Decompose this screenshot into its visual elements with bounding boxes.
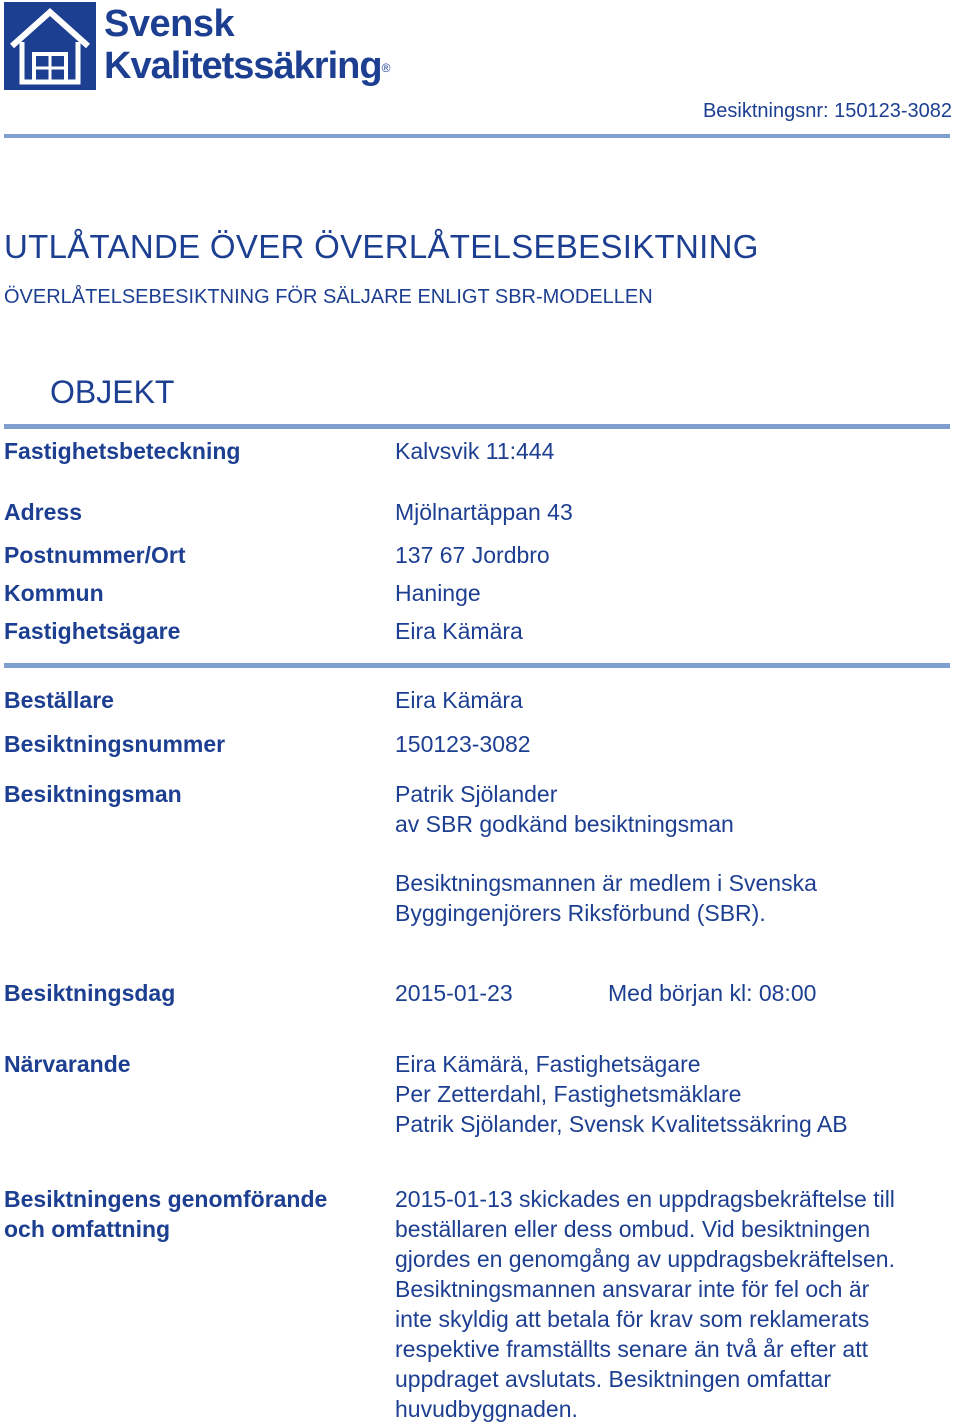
client-label: Beställare [4, 687, 114, 713]
municipality-value: Haninge [395, 580, 481, 606]
execution-text-line: inte skyldig att betala för krav som reklamerats [395, 1306, 870, 1332]
execution-text-line: Besiktningsmannen ansvarar inte för fel och är [395, 1276, 870, 1302]
execution-text-line: beställaren eller dess ombud. Vid besiktningen [395, 1216, 871, 1242]
header-divider [4, 134, 950, 138]
execution-label-line2: och omfattning [4, 1216, 171, 1242]
section-title-objekt: OBJEKT [50, 374, 175, 410]
inspector-name: Patrik Sjölander [395, 781, 558, 807]
municipality-label: Kommun [4, 580, 104, 606]
present-label: Närvarande [4, 1051, 131, 1077]
owner-label: Fastighetsägare [4, 618, 181, 644]
brand-name-line1: Svensk [104, 3, 235, 45]
execution-text-line: uppdraget avslutats. Besiktningen omfattar [395, 1366, 831, 1392]
present-person: Eira Kämärä, Fastighetsägare [395, 1051, 701, 1077]
postal-value: 137 67 Jordbro [395, 542, 550, 568]
document-subtitle: ÖVERLÅTELSEBESIKTNING FÖR SÄLJARE ENLIGT SBR-MODELLEN [4, 286, 653, 308]
designation-label: Fastighetsbeteckning [4, 438, 241, 464]
registered-mark: ® [381, 61, 390, 75]
house-logo-icon [4, 2, 96, 90]
inspection-number-value: 150123-3082 [395, 731, 531, 757]
inspection-start-time: Med början kl: 08:00 [608, 980, 817, 1006]
inspector-label: Besiktningsman [4, 781, 182, 807]
inspection-number-label: Besiktningsnummer [4, 731, 226, 757]
inspector-approval: av SBR godkänd besiktningsman [395, 811, 734, 837]
owner-value: Eira Kämära [395, 618, 523, 644]
present-person: Patrik Sjölander, Svensk Kvalitetssäkring AB [395, 1111, 848, 1137]
execution-text-line: 2015-01-13 skickades en uppdragsbekräftelse till [395, 1186, 895, 1212]
postal-label: Postnummer/Ort [4, 542, 186, 568]
execution-text-line: respektive framställts senare än två år efter att [395, 1336, 868, 1362]
execution-label-line1: Besiktningens genomförande [4, 1186, 328, 1212]
membership-line-1: Besiktningsmannen är medlem i Svenska [395, 870, 817, 896]
section-divider-2 [4, 663, 950, 668]
company-logo [4, 2, 424, 92]
inspection-date: 2015-01-23 [395, 980, 513, 1006]
inspection-number-header: Besiktningsnr: 150123-3082 [702, 100, 952, 122]
document-title: UTLÅTANDE ÖVER ÖVERLÅTELSEBESIKTNING [4, 228, 759, 265]
inspection-day-label: Besiktningsdag [4, 980, 176, 1006]
membership-line-2: Byggingenjörers Riksförbund (SBR). [395, 900, 766, 926]
address-label: Adress [4, 499, 82, 525]
address-value: Mjölnartäppan 43 [395, 499, 573, 525]
client-value: Eira Kämära [395, 687, 523, 713]
section-divider-1 [4, 424, 950, 429]
brand-name-line2: Kvalitetssäkring® [104, 45, 390, 87]
present-person: Per Zetterdahl, Fastighetsmäklare [395, 1081, 742, 1107]
execution-text-line: gjordes en genomgång av uppdragsbekräftelsen. [395, 1246, 895, 1272]
execution-text-line: huvudbyggnaden. [395, 1396, 578, 1422]
designation-value: Kalvsvik 11:444 [395, 438, 555, 464]
